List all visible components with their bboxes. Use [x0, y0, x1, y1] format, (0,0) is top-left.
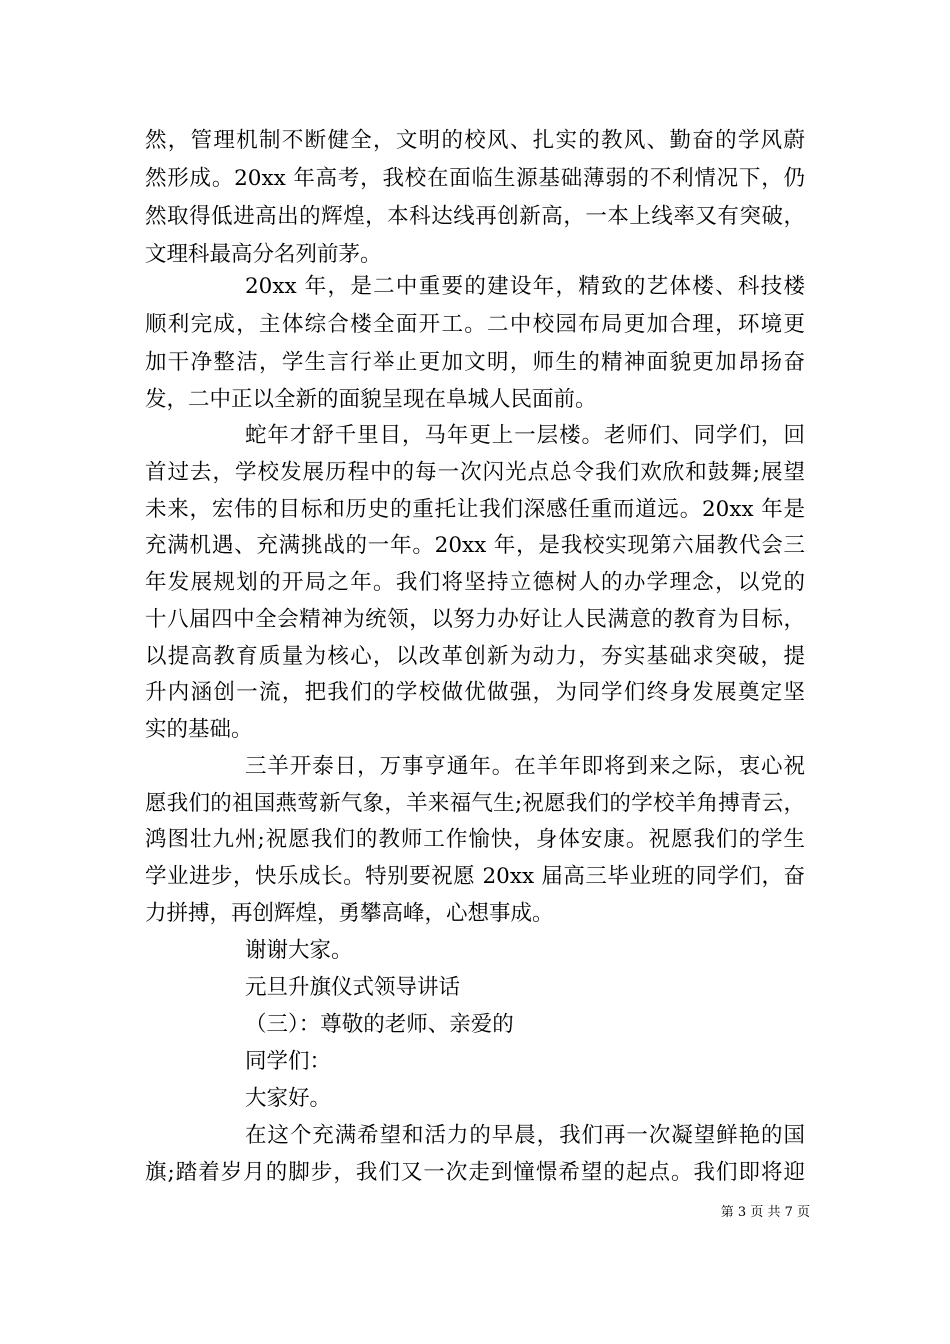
text-line: 在这个充满希望和活力的早晨，我们再一次凝望鲜艳的国	[245, 1123, 805, 1148]
text-line: 以提高教育质量为核心，以改革创新为动力，夯实基础求突破，提	[145, 644, 805, 669]
text-line: （三）：尊敬的老师、亲爱的	[245, 1012, 514, 1037]
text-line: 文理科最高分名列前茅。	[145, 242, 382, 267]
text-line: 充满机遇、充满挑战的一年。20xx 年，是我校实现第六届教代会三	[145, 533, 805, 558]
text-line: 然取得低进高出的辉煌，本科达线再创新高，一本上线率又有突破，	[145, 204, 805, 229]
text-line: 20xx 年，是二中重要的建设年，精致的艺体楼、科技楼	[245, 274, 805, 299]
text-line: 旗;踏着岁月的脚步，我们又一次走到憧憬希望的起点。我们即将迎	[145, 1160, 805, 1185]
text-line: 升内涵创一流，把我们的学校做优做强，为同学们终身发展奠定坚	[145, 680, 805, 705]
text-line: 年发展规划的开局之年。我们将坚持立德树人的办学理念，以党的	[145, 570, 805, 595]
text-line: 同学们：	[245, 1049, 332, 1074]
text-line: 愿我们的祖国燕莺新气象，羊来福气生;祝愿我们的学校羊角搏青云，	[145, 791, 805, 816]
text-line: 鸿图壮九州;祝愿我们的教师工作愉快，身体安康。祝愿我们的学生	[145, 827, 805, 852]
text-line: 三羊开泰日，万事亨通年。在羊年即将到来之际，衷心祝	[245, 754, 805, 779]
text-line: 力拼搏，再创辉煌，勇攀高峰，心想事成。	[145, 901, 554, 926]
text-line: 十八届四中全会精神为统领，以努力办好让人民满意的教育为目标，	[145, 607, 805, 632]
text-line: 蛇年才舒千里目，马年更上一层楼。老师们、同学们，回	[245, 423, 805, 448]
text-line: 发，二中正以全新的面貌呈现在阜城人民面前。	[145, 387, 597, 412]
text-line: 学业进步，快乐成长。特别要祝愿 20xx 届高三毕业班的同学们，奋	[145, 864, 805, 889]
text-line: 加干净整洁，学生言行举止更加文明，师生的精神面貌更加昂扬奋	[145, 350, 805, 375]
text-line: 实的基础。	[145, 717, 253, 742]
text-line: 大家好。	[245, 1086, 332, 1111]
text-line: 然形成。20xx 年高考，我校在面临生源基础薄弱的不利情况下，仍	[145, 166, 805, 191]
page-number: 第 3 页 共 7 页	[720, 1205, 810, 1220]
text-line: 顺利完成，主体综合楼全面开工。二中校园布局更加合理，环境更	[145, 312, 805, 337]
text-line: 谢谢大家。	[245, 938, 353, 963]
text-line: 首过去，学校发展历程中的每一次闪光点总令我们欢欣和鼓舞;展望	[145, 460, 805, 485]
text-line: 未来，宏伟的目标和历史的重托让我们深感任重而道远。20xx 年是	[145, 497, 805, 522]
section-title: 元旦升旗仪式领导讲话	[245, 975, 461, 1000]
text-line: 然，管理机制不断健全，文明的校风、扎实的教风、勤奋的学风蔚	[145, 128, 805, 153]
